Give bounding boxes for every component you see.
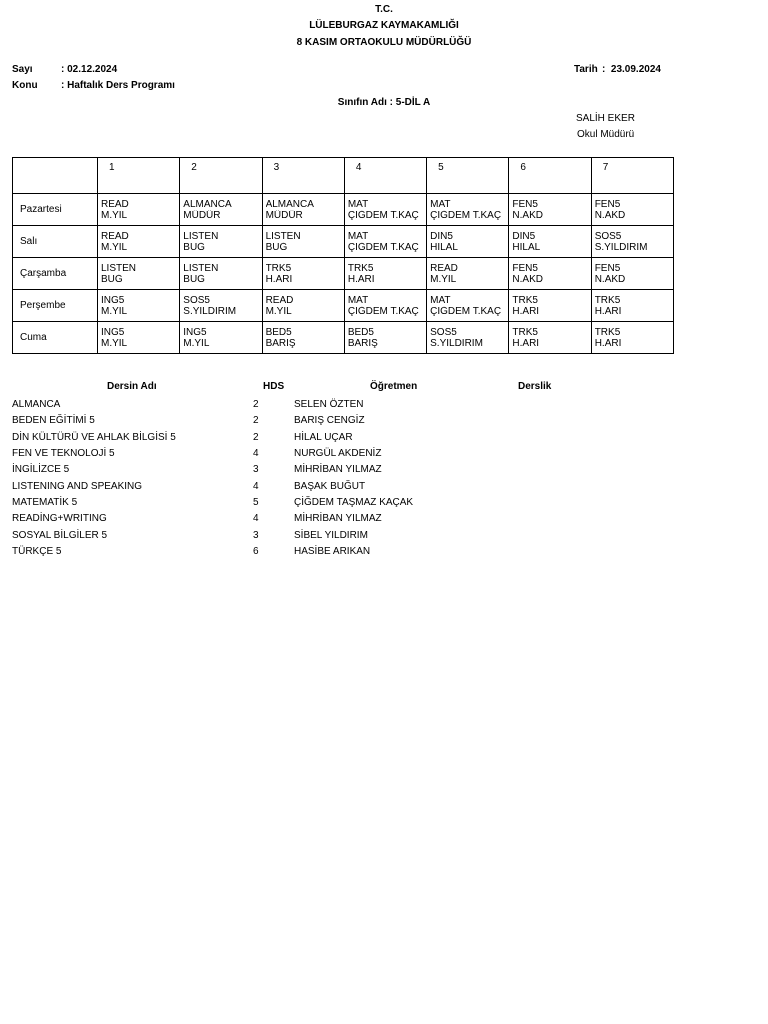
lesson-code: LISTEN xyxy=(183,230,219,242)
lesson-code: FEN5 xyxy=(512,198,538,210)
konu-value: : Haftalık Ders Programı xyxy=(61,80,175,91)
day-row-carsamba xyxy=(13,258,674,290)
lesson-teacher: M.YIL xyxy=(101,241,128,253)
lesson-code: DİN5 xyxy=(430,230,453,242)
subject-teacher: ÇİĞDEM TAŞMAZ KAÇAK xyxy=(294,497,414,508)
period-header: 1 xyxy=(98,158,180,194)
lesson-cell xyxy=(509,258,591,290)
lesson-cell xyxy=(98,258,180,290)
lesson-code: ALMANCA xyxy=(265,198,314,210)
principal-name: SALİH EKER xyxy=(576,113,635,124)
lesson-code: FEN5 xyxy=(594,262,621,274)
lesson-code: LISTEN xyxy=(101,262,137,274)
lesson-teacher: M.YIL xyxy=(430,273,457,285)
period-header: 6 xyxy=(509,158,591,194)
lesson-code: FEN5 xyxy=(594,198,621,210)
lesson-code: İNG5 xyxy=(183,326,207,338)
lesson-teacher: S.YILDIRIM xyxy=(183,305,237,317)
schedule-table xyxy=(12,157,674,354)
lesson-teacher: HİLAL xyxy=(512,241,541,253)
period-header: 2 xyxy=(180,158,262,194)
subject-name: ALMANCA xyxy=(12,399,61,410)
lesson-teacher: M.YIL xyxy=(101,209,128,221)
lesson-code: İNG5 xyxy=(101,294,125,306)
subject-name: LISTENING AND SPEAKING xyxy=(12,481,143,492)
period-header: 7 xyxy=(591,158,673,194)
sayi-label: Sayı xyxy=(12,64,33,75)
lesson-cell xyxy=(509,290,591,322)
subject-row xyxy=(12,530,712,546)
lesson-code: MAT xyxy=(347,294,369,306)
konu-label: Konu xyxy=(12,80,38,91)
subject-teacher: BARIŞ CENGİZ xyxy=(294,415,365,426)
lesson-code: DİN5 xyxy=(512,230,536,242)
day-row-cuma xyxy=(13,322,674,354)
lesson-code: BED5 xyxy=(347,326,374,338)
lesson-cell xyxy=(262,194,344,226)
lesson-cell xyxy=(180,226,262,258)
lesson-cell xyxy=(591,290,673,322)
subject-hds: 4 xyxy=(253,481,259,492)
lesson-code: TRK5 xyxy=(594,326,621,338)
lesson-cell xyxy=(344,226,426,258)
corner-cell xyxy=(13,158,98,194)
subject-hds: 3 xyxy=(253,464,259,475)
lesson-code: SOS5 xyxy=(594,230,622,242)
day-row-persembe xyxy=(13,290,674,322)
lesson-cell xyxy=(344,258,426,290)
lesson-code: READ xyxy=(101,198,129,210)
lesson-teacher: M.YIL xyxy=(101,337,128,349)
lesson-cell xyxy=(344,290,426,322)
subject-row xyxy=(12,399,712,415)
lesson-cell xyxy=(262,290,344,322)
lesson-teacher: BARIŞ xyxy=(265,337,296,349)
header-district: LÜLEBURGAZ KAYMAKAMLIĞI xyxy=(309,20,459,31)
subject-hds: 6 xyxy=(253,546,259,557)
day-label: Pazartesi xyxy=(13,194,98,226)
subject-name: TÜRKÇE 5 xyxy=(12,546,62,557)
subject-hds: 2 xyxy=(253,415,259,426)
subject-row xyxy=(12,497,712,513)
subject-teacher: MİHRİBAN YILMAZ xyxy=(294,513,382,524)
lesson-cell xyxy=(591,258,673,290)
tarih-label: Tarih xyxy=(574,64,598,75)
header-tc: T.C. xyxy=(375,4,393,15)
lesson-cell xyxy=(427,258,509,290)
lesson-teacher: ÇİĞDEM T.KAÇ xyxy=(347,241,419,253)
lesson-teacher: H.ARI xyxy=(512,337,540,349)
lesson-cell xyxy=(262,322,344,354)
lesson-cell xyxy=(180,258,262,290)
lesson-cell xyxy=(591,322,673,354)
lesson-cell xyxy=(180,290,262,322)
lesson-teacher: BUĞ xyxy=(183,273,205,285)
lesson-cell xyxy=(98,226,180,258)
lesson-teacher: S.YILDIRIM xyxy=(430,337,483,349)
subjects-header-name: Dersin Adı xyxy=(107,381,157,392)
subject-hds: 2 xyxy=(253,399,259,410)
subject-row xyxy=(12,464,712,480)
lesson-cell xyxy=(344,194,426,226)
lesson-cell xyxy=(180,322,262,354)
lesson-cell xyxy=(180,194,262,226)
lesson-code: BED5 xyxy=(265,326,292,338)
subjects-header-teacher: Öğretmen xyxy=(370,381,418,392)
lesson-code: SOS5 xyxy=(430,326,457,338)
lesson-teacher: BARIŞ xyxy=(347,337,378,349)
day-row-pazartesi xyxy=(13,194,674,226)
subjects-header-room: Derslik xyxy=(518,381,552,392)
lesson-teacher: N.AKD xyxy=(594,273,626,285)
lesson-teacher: H.ARI xyxy=(594,305,622,317)
day-row-sali xyxy=(13,226,674,258)
lesson-cell xyxy=(509,194,591,226)
subject-name: READİNG+WRITING xyxy=(12,513,107,524)
subjects-header-hds: HDS xyxy=(263,381,285,392)
lesson-cell xyxy=(427,322,509,354)
lesson-cell xyxy=(427,226,509,258)
day-label: Çarşamba xyxy=(13,258,98,290)
lesson-cell xyxy=(427,194,509,226)
lesson-teacher: ÇİĞDEM T.KAÇ xyxy=(430,305,502,317)
lesson-teacher: M.YIL xyxy=(183,337,210,349)
lesson-teacher: M.YIL xyxy=(101,305,128,317)
lesson-code: FEN5 xyxy=(512,262,538,274)
subject-row xyxy=(12,432,712,448)
sayi-value: : 02.12.2024 xyxy=(61,64,118,75)
lesson-code: READ xyxy=(265,294,294,306)
period-header: 3 xyxy=(262,158,344,194)
lesson-cell xyxy=(427,290,509,322)
period-header: 4 xyxy=(344,158,426,194)
subject-teacher: HİLAL UÇAR xyxy=(294,432,353,443)
subject-teacher: SİBEL YILDIRIM xyxy=(294,530,368,541)
subject-name: BEDEN EĞİTİMİ 5 xyxy=(12,415,95,426)
lesson-code: TRK5 xyxy=(512,294,538,306)
subject-name: MATEMATİK 5 xyxy=(12,497,78,508)
lesson-cell xyxy=(262,226,344,258)
day-label: Salı xyxy=(13,226,98,258)
lesson-cell xyxy=(591,226,673,258)
lesson-code: TRK5 xyxy=(512,326,538,338)
subject-teacher: MİHRİBAN YILMAZ xyxy=(294,464,382,475)
lesson-code: MAT xyxy=(347,198,369,210)
subject-name: FEN VE TEKNOLOJİ 5 xyxy=(12,448,115,459)
lesson-teacher: ÇİĞDEM T.KAÇ xyxy=(347,209,419,221)
subject-hds: 5 xyxy=(253,497,259,508)
subject-teacher: SELEN ÖZTEN xyxy=(294,399,364,410)
lesson-teacher: BUĞ xyxy=(101,273,123,285)
subject-teacher: NURGÜL AKDENİZ xyxy=(294,448,382,459)
day-label: Perşembe xyxy=(13,290,98,322)
header-school: 8 KASIM ORTAOKULU MÜDÜRLÜĞÜ xyxy=(296,37,472,48)
lesson-teacher: BUĞ xyxy=(265,241,288,253)
lesson-teacher: S.YILDIRIM xyxy=(594,241,648,253)
lesson-teacher: HİLAL xyxy=(430,241,458,253)
lesson-code: İNG5 xyxy=(101,326,125,338)
class-name: Sınıfın Adı : 5-DİL A xyxy=(337,97,431,108)
subject-name: İNGİLİZCE 5 xyxy=(12,464,70,475)
lesson-teacher: H.ARI xyxy=(265,273,293,285)
lesson-teacher: M.YIL xyxy=(265,305,292,317)
lesson-code: LISTEN xyxy=(183,262,219,274)
lesson-code: TRK5 xyxy=(265,262,292,274)
lesson-code: READ xyxy=(101,230,129,242)
subject-row xyxy=(12,415,712,431)
lesson-cell xyxy=(344,322,426,354)
lesson-teacher: MÜDÜR xyxy=(183,209,221,221)
subject-row xyxy=(12,546,712,562)
lesson-teacher: BUĞ xyxy=(183,241,205,253)
lesson-cell xyxy=(509,322,591,354)
lesson-cell xyxy=(591,194,673,226)
lesson-cell xyxy=(509,226,591,258)
lesson-teacher: N.AKD xyxy=(512,273,543,285)
lesson-code: TRK5 xyxy=(594,294,621,306)
day-label: Cuma xyxy=(13,322,98,354)
lesson-teacher: N.AKD xyxy=(594,209,626,221)
lesson-teacher: H.ARI xyxy=(347,273,375,285)
subject-hds: 4 xyxy=(253,513,259,524)
lesson-code: MAT xyxy=(430,198,451,210)
lesson-code: MAT xyxy=(347,230,369,242)
subject-teacher: HASİBE ARIKAN xyxy=(294,546,371,557)
lesson-teacher: MÜDÜR xyxy=(265,209,303,221)
lesson-teacher: ÇİĞDEM T.KAÇ xyxy=(347,305,419,317)
lesson-code: MAT xyxy=(430,294,451,306)
subject-name: SOSYAL BİLGİLER 5 xyxy=(12,530,108,541)
lesson-teacher: H.ARI xyxy=(594,337,622,349)
lesson-cell xyxy=(262,258,344,290)
lesson-code: TRK5 xyxy=(347,262,374,274)
subject-name: DİN KÜLTÜRÜ VE AHLAK BİLGİSİ 5 xyxy=(12,432,176,443)
subjects-header xyxy=(12,381,712,397)
subject-hds: 2 xyxy=(253,432,259,443)
tarih-value: : 23.09.2024 xyxy=(602,64,661,75)
subject-hds: 4 xyxy=(253,448,259,459)
lesson-code: LISTEN xyxy=(265,230,301,242)
lesson-code: READ xyxy=(430,262,458,274)
lesson-teacher: ÇİĞDEM T.KAÇ xyxy=(430,209,502,221)
principal-title: Okul Müdürü xyxy=(577,129,635,140)
subject-hds: 3 xyxy=(253,530,259,541)
lesson-cell xyxy=(98,194,180,226)
lesson-cell xyxy=(98,322,180,354)
lesson-code: SOS5 xyxy=(183,294,210,306)
subject-row xyxy=(12,448,712,464)
schedule-header-row xyxy=(13,158,674,194)
lesson-cell xyxy=(98,290,180,322)
subject-row xyxy=(12,513,712,529)
subject-row xyxy=(12,481,712,497)
lesson-teacher: N.AKD xyxy=(512,209,543,221)
period-header: 5 xyxy=(427,158,509,194)
lesson-teacher: H.ARI xyxy=(512,305,540,317)
subject-teacher: BAŞAK BUĞUT xyxy=(294,481,366,492)
lesson-code: ALMANCA xyxy=(183,198,232,210)
